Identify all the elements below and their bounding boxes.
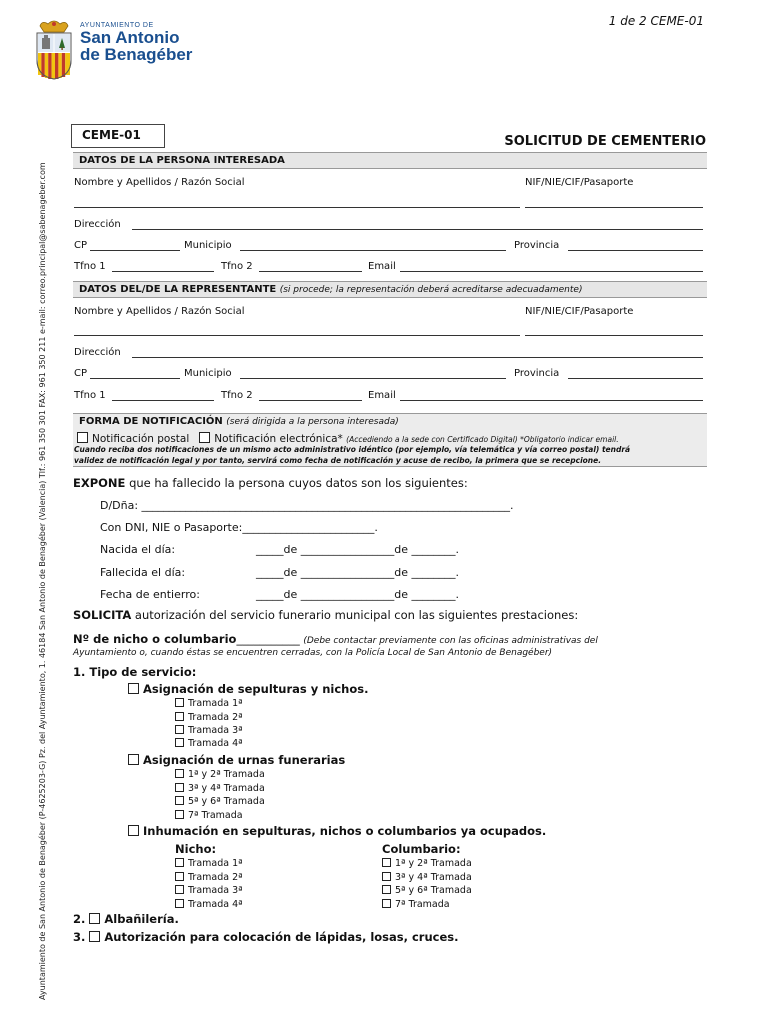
nicho-tramada-item — [175, 872, 243, 883]
rep-provincia-field[interactable] — [568, 378, 703, 379]
asignacion-sepulturas-label: Asignación de sepulturas y nichos. — [143, 682, 369, 696]
nicho-field[interactable]: ___________ — [236, 632, 300, 646]
tipo-servicio-heading: 1. Tipo de servicio: — [73, 665, 197, 679]
columbario-item — [382, 885, 472, 896]
nicho-tramada-label: Tramada 4ª — [188, 899, 243, 910]
nicho-line — [73, 632, 598, 646]
asignacion-urnas-checkbox[interactable] — [128, 754, 139, 765]
rep-nif-label: NIF/NIE/CIF/Pasaporte — [525, 306, 634, 317]
urna-tramada-checkbox[interactable] — [175, 796, 184, 805]
tfno1-field[interactable] — [112, 271, 214, 272]
cp-label: CP — [74, 240, 88, 251]
nicho-tramada-label: Tramada 2ª — [188, 872, 243, 883]
sepultura-tramada-checkbox[interactable] — [175, 725, 184, 734]
sepultura-tramada-label: Tramada 2ª — [188, 712, 243, 723]
tfno2-label: Tfno 2 — [221, 261, 253, 272]
rep-cp-field[interactable] — [90, 378, 180, 379]
email-field[interactable] — [400, 271, 703, 272]
tfno1-label: Tfno 1 — [74, 261, 106, 272]
coat-of-arms-logo — [34, 20, 74, 80]
columbario-item — [382, 858, 472, 869]
rep-nif-field[interactable] — [525, 335, 703, 336]
columbario-label: 7ª Tramada — [395, 899, 450, 910]
lapidas-number: 3. — [73, 930, 86, 944]
nicho-tramada-label: Tramada 1ª — [188, 858, 243, 869]
rep-tfno2-label: Tfno 2 — [221, 390, 253, 401]
municipio-label: Municipio — [184, 240, 232, 251]
urna-tramada-item — [175, 769, 265, 780]
solicita-line — [73, 608, 578, 622]
expone-text: que ha fallecido la persona cuyos datos son los siguientes: — [129, 476, 468, 490]
direccion-label: Dirección — [74, 219, 121, 230]
notification-heading-note: (será dirigida a la persona interesada) — [226, 417, 399, 427]
nicho-note-1: (Debe contactar previamente con las oficinas administrativas del — [303, 636, 598, 646]
urna-tramada-item — [175, 810, 243, 821]
nicho-tramada-item — [175, 899, 243, 910]
nicho-tramada-checkbox[interactable] — [175, 885, 184, 894]
albanileria-option — [73, 912, 179, 926]
urna-tramada-checkbox[interactable] — [175, 783, 184, 792]
inhumacion-checkbox[interactable] — [128, 825, 139, 836]
notification-heading-text: FORMA DE NOTIFICACIÓN — [79, 416, 223, 427]
asignacion-sepulturas-checkbox[interactable] — [128, 683, 139, 694]
sepultura-tramada-label: Tramada 4ª — [188, 738, 243, 749]
sepultura-tramada-label: Tramada 3ª — [188, 725, 243, 736]
urna-tramada-label: 7ª Tramada — [188, 810, 243, 821]
notification-warning-1: Cuando reciba dos notificaciones de un mismo acto administrativo idéntico (por ejemplo, vía telemática y vía correo postal) tendrá — [74, 445, 631, 454]
rep-direccion-field[interactable] — [132, 357, 703, 358]
lapidas-option — [73, 930, 459, 944]
urna-tramada-item — [175, 796, 265, 807]
nicho-note-2: Ayuntamiento o, cuando éstas se encuentren cerradas, con la Policía Local de San Antonio de Benagéber) — [73, 648, 553, 658]
fallecida-date-field[interactable]: _____de _________________de ________. — [256, 566, 459, 579]
nicho-tramada-checkbox[interactable] — [175, 899, 184, 908]
sepultura-tramada-checkbox[interactable] — [175, 712, 184, 721]
provincia-label: Provincia — [514, 240, 560, 251]
urna-tramada-label: 1ª y 2ª Tramada — [188, 769, 265, 780]
nacida-label: Nacida el día: — [100, 543, 176, 556]
nicho-label: Nº de nicho o columbario — [73, 632, 237, 646]
fallecida-label: Fallecida el día: — [100, 566, 186, 579]
rep-municipio-field[interactable] — [240, 378, 506, 379]
rep-tfno1-label: Tfno 1 — [74, 390, 106, 401]
nicho-tramada-checkbox[interactable] — [175, 858, 184, 867]
electronic-note: (Accediendo a la sede con Certificado Digital) *Obligatorio indicar email. — [346, 435, 619, 444]
rep-tfno2-field[interactable] — [259, 400, 362, 401]
sepultura-tramada-checkbox[interactable] — [175, 698, 184, 707]
dni-field[interactable]: Con DNI, NIE o Pasaporte:________________________. — [100, 521, 378, 534]
columbario-checkbox[interactable] — [382, 858, 391, 867]
columbario-checkbox[interactable] — [382, 899, 391, 908]
dona-field[interactable]: D/Dña: ___________________________________________________________________. — [100, 499, 514, 512]
logo-wordmark — [80, 22, 192, 63]
postal-checkbox[interactable] — [77, 432, 88, 443]
rep-email-label: Email — [368, 390, 396, 401]
urna-tramada-checkbox[interactable] — [175, 810, 184, 819]
rep-email-field[interactable] — [400, 400, 703, 401]
section-heading-note: (si procede; la representación deberá acreditarse adecuadamente) — [279, 285, 583, 295]
rep-nombre-label: Nombre y Apellidos / Razón Social — [74, 306, 245, 317]
form-code-box: CEME-01 — [71, 124, 165, 148]
asignacion-sepulturas-option — [128, 682, 368, 696]
nicho-tramada-item — [175, 858, 243, 869]
page-number: 1 de 2 CEME-01 — [608, 14, 704, 28]
urna-tramada-checkbox[interactable] — [175, 769, 184, 778]
sepultura-tramada-item — [175, 725, 243, 736]
expone-keyword: EXPONE — [73, 476, 126, 490]
lapidas-checkbox[interactable] — [89, 931, 100, 942]
sepultura-tramada-label: Tramada 1ª — [188, 698, 243, 709]
columbario-label: 3ª y 4ª Tramada — [395, 872, 472, 883]
form-title: SOLICITUD DE CEMENTERIO — [504, 134, 706, 149]
electronic-checkbox[interactable] — [199, 432, 210, 443]
columbario-item — [382, 872, 472, 883]
expone-line — [73, 476, 468, 490]
rep-municipio-label: Municipio — [184, 368, 232, 379]
notification-warning-2: validez de notificación legal y por tanto, servirá como fecha de notificación y acuse de recibo, la primera que se recepcione. — [74, 456, 602, 465]
entierro-date-field[interactable]: _____de _________________de ________. — [256, 588, 459, 601]
albanileria-number: 2. — [73, 912, 86, 926]
urna-tramada-label: 3ª y 4ª Tramada — [188, 783, 265, 794]
provincia-field[interactable] — [568, 250, 703, 251]
rep-cp-label: CP — [74, 368, 88, 379]
tfno2-field[interactable] — [259, 271, 362, 272]
sepultura-tramada-checkbox[interactable] — [175, 738, 184, 747]
nombre-field[interactable] — [74, 207, 520, 208]
columbario-heading: Columbario: — [382, 842, 461, 856]
inhumacion-label: Inhumación en sepulturas, nichos o columbarios ya ocupados. — [143, 824, 547, 838]
rep-tfno1-field[interactable] — [112, 400, 214, 401]
columbario-item — [382, 899, 450, 910]
lapidas-label: Autorización para colocación de lápidas, losas, cruces. — [104, 930, 459, 944]
entierro-label: Fecha de entierro: — [100, 588, 200, 601]
direccion-field[interactable] — [132, 229, 703, 230]
urna-tramada-label: 5ª y 6ª Tramada — [188, 796, 265, 807]
nicho-tramada-checkbox[interactable] — [175, 872, 184, 881]
sepultura-tramada-item — [175, 738, 243, 749]
logo-line-2: San Antonio — [80, 28, 180, 47]
sepultura-tramada-item — [175, 712, 243, 723]
columbario-label: 5ª y 6ª Tramada — [395, 885, 472, 896]
asignacion-urnas-option — [128, 753, 345, 767]
logo-line-3: de Benagéber — [80, 45, 193, 64]
cp-field[interactable] — [90, 250, 180, 251]
side-address-text: Ayuntamiento de San Antonio de Benagéber (P-4625203-G) Pz. del Ayuntamiento, 1. 46184 San Antonio de Benagéber (Valencia) Tlf.: 961 350 301 FAX: 961 350 211 e-mail: correo.principal@sabenageber.com — [38, 162, 47, 1000]
logo-line-1: AYUNTAMIENTO DE — [80, 22, 154, 29]
solicita-text: autorización del servicio funerario municipal con las siguientes prestaciones: — [134, 608, 579, 622]
nombre-label: Nombre y Apellidos / Razón Social — [74, 177, 245, 188]
section-heading-representante — [73, 281, 707, 298]
nif-label: NIF/NIE/CIF/Pasaporte — [525, 177, 634, 188]
nicho-tramada-label: Tramada 3ª — [188, 885, 243, 896]
inhumacion-option — [128, 824, 546, 838]
nicho-tramada-item — [175, 885, 243, 896]
sepultura-tramada-item — [175, 698, 243, 709]
notification-heading — [79, 416, 399, 427]
section-heading-text: DATOS DE LA PERSONA INTERESADA — [79, 155, 285, 166]
columbario-label: 1ª y 2ª Tramada — [395, 858, 472, 869]
columbario-checkbox[interactable] — [382, 885, 391, 894]
rep-nombre-field[interactable] — [74, 335, 520, 336]
asignacion-urnas-label: Asignación de urnas funerarias — [143, 753, 346, 767]
solicita-keyword: SOLICITA — [73, 608, 132, 622]
email-label: Email — [368, 261, 396, 272]
section-heading-text: DATOS DEL/DE LA REPRESENTANTE — [79, 284, 277, 295]
albanileria-checkbox[interactable] — [89, 913, 100, 924]
electronic-label: Notificación electrónica* — [214, 433, 343, 445]
postal-label: Notificación postal — [92, 433, 190, 445]
nif-field[interactable] — [525, 207, 703, 208]
section-heading-interesada — [73, 152, 707, 169]
nacida-date-field[interactable]: _____de _________________de ________. — [256, 543, 459, 556]
nicho-heading: Nicho: — [175, 842, 217, 856]
notification-options — [77, 432, 619, 445]
columbario-checkbox[interactable] — [382, 872, 391, 881]
albanileria-label: Albañilería. — [104, 912, 179, 926]
urna-tramada-item — [175, 783, 265, 794]
rep-direccion-label: Dirección — [74, 347, 121, 358]
rep-provincia-label: Provincia — [514, 368, 560, 379]
municipio-field[interactable] — [240, 250, 506, 251]
